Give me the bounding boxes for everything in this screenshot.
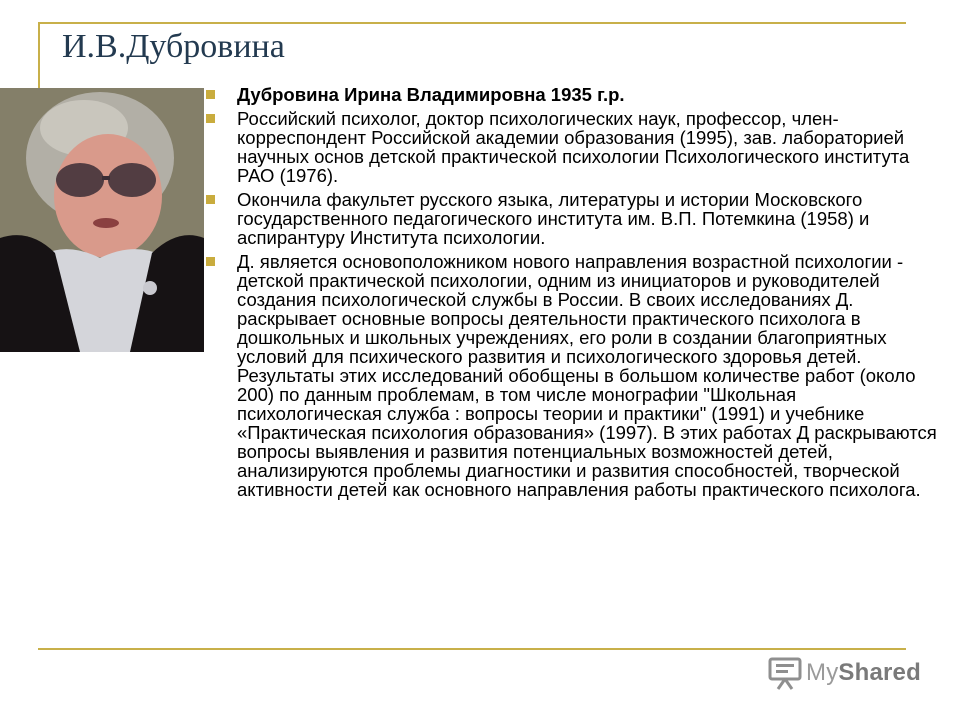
bullet-text: Окончила факультет русского языка, литературы и истории Московского государственного педагогического института им. В.П. Потемкина (1958) и аспирантуру Института психологии.	[237, 189, 870, 248]
bullet-text: Д. является основоположником нового направления возрастной психологии - детской практической психологии, одним из инициаторов и руководителей создания психологической службы в России. В своих исследованиях Д. раскрывает основные вопросы деятельности практического психолога в дошкольных и школьных учреждениях, его роли в создании благоприятных условий для психического развития и психологического здоровья детей. Результаты этих исследований обобщены в большом количестве работ (около 200) по данным проблемам, в том числе монографии "Школьная психологическая служба : вопросы теории и практики" (1991) и учебнике «Практическая психология образования» (1997). В этих работах Д раскрываются вопросы выявления и развития потенциальных возможностей детей, анализируются проблемы диагностики и развития способностей, творческой активности детей как основного направления работы практического психолога.	[237, 251, 937, 500]
bullet-square-icon	[206, 257, 215, 266]
watermark-logo	[766, 655, 921, 691]
bullet-item	[204, 190, 944, 247]
slide-title: И.В.Дубровина	[62, 28, 285, 65]
bullet-square-icon	[206, 195, 215, 204]
watermark-text	[806, 659, 921, 687]
bullet-text: Российский психолог, доктор психологических наук, профессор, член-корреспондент Российской академии образования (1995), зав. лабораторией научных основ детской практической психологии Психологического института РАО (1976).	[237, 108, 910, 186]
watermark-my: My	[806, 659, 839, 686]
portrait-illustration	[0, 88, 204, 352]
portrait-photo	[0, 88, 204, 352]
bullet-square-icon	[206, 114, 215, 123]
bullet-item	[204, 252, 944, 499]
left-rule	[38, 22, 40, 88]
top-rule	[38, 22, 906, 24]
bullet-list	[204, 85, 944, 504]
bullet-text: Дубровина Ирина Владимировна 1935 г.р.	[237, 84, 625, 105]
bullet-item	[204, 109, 944, 185]
bullet-item	[204, 85, 944, 104]
bottom-rule	[38, 648, 906, 650]
presentation-board-icon	[766, 655, 806, 691]
watermark-shared: Shared	[838, 659, 921, 686]
bullet-square-icon	[206, 90, 215, 99]
